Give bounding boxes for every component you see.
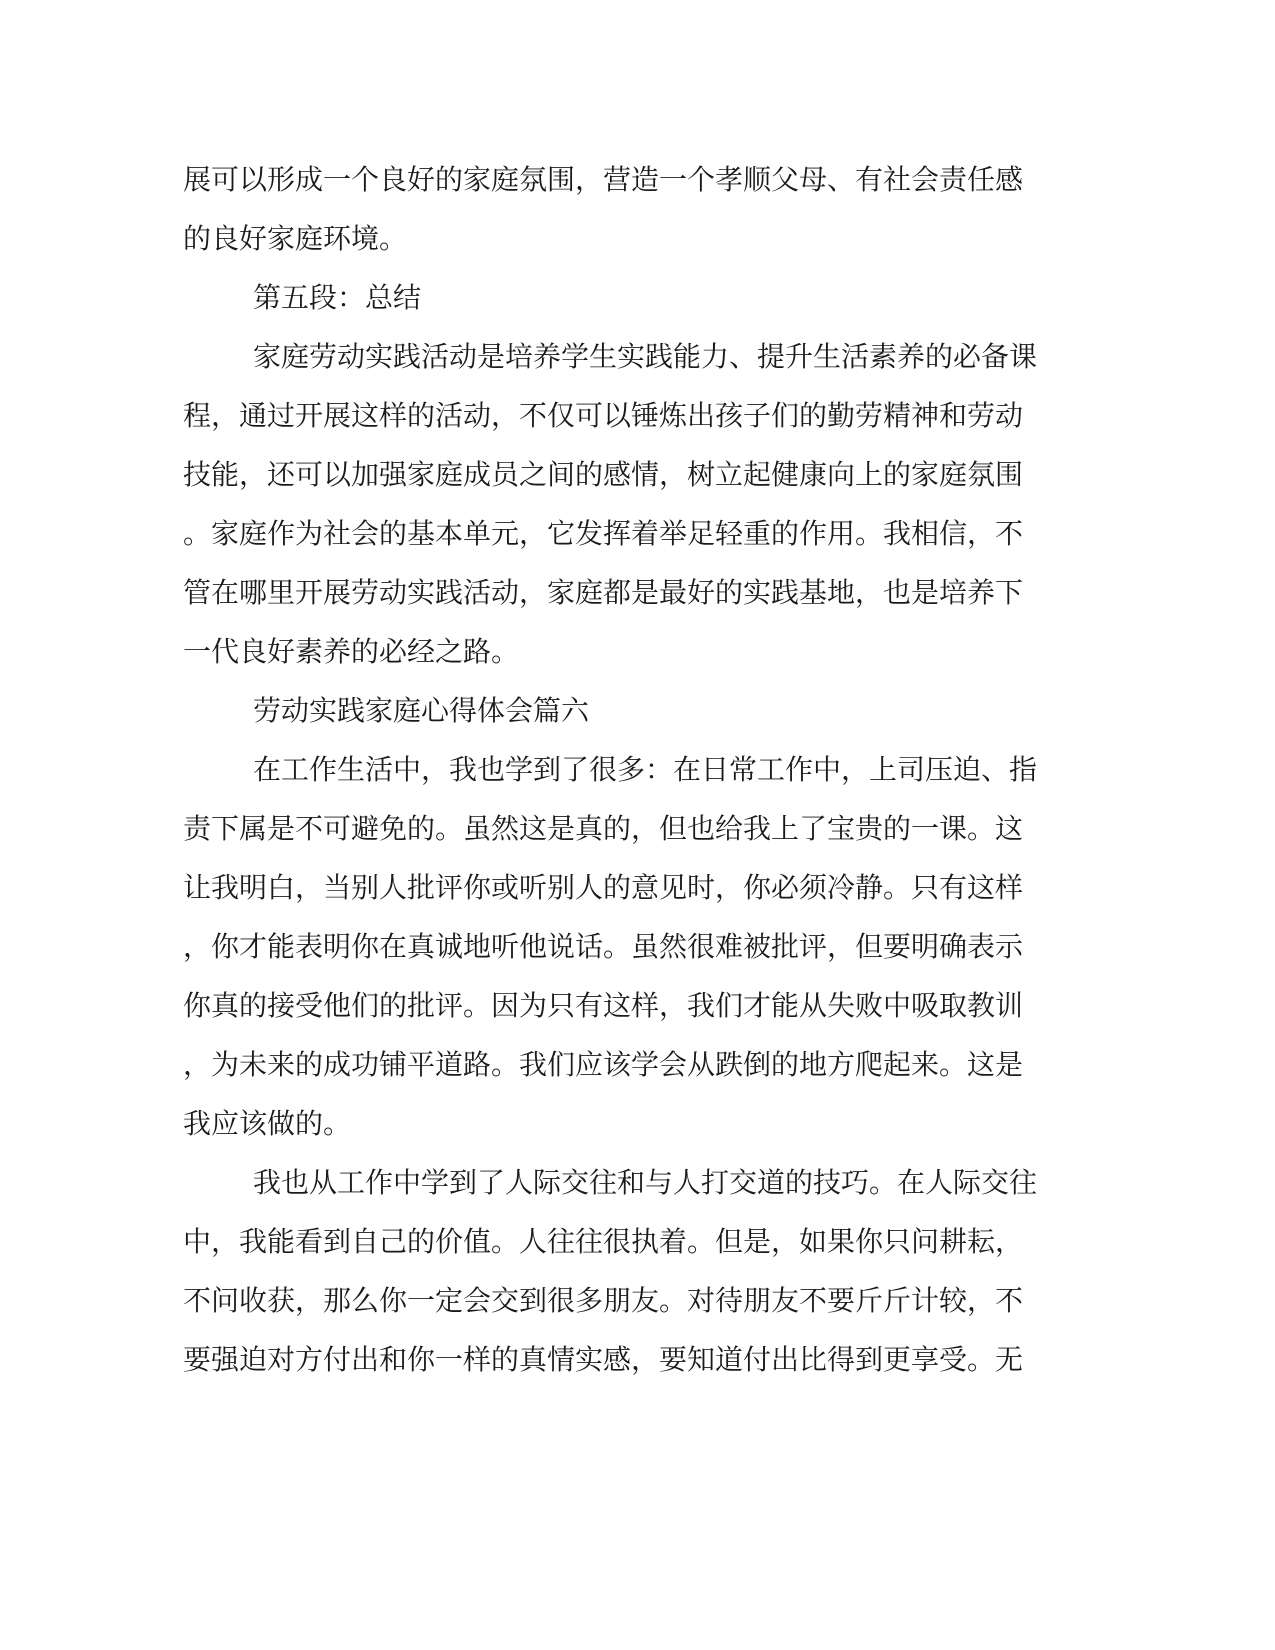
section-heading: 第五段：总结	[253, 281, 422, 314]
text-line: 家庭劳动实践活动是培养学生实践能力、提升生活素养的必备课	[253, 340, 1038, 373]
text-line: ，你才能表明你在真诚地听他说话。虽然很难被批评，但要明确表示	[183, 930, 1024, 963]
text-line: 在工作生活中，我也学到了很多：在日常工作中，上司压迫、指	[253, 753, 1038, 786]
text-line: 要强迫对方付出和你一样的真情实感，要知道付出比得到更享受。无	[183, 1343, 1024, 1376]
text-line: 展可以形成一个良好的家庭氛围，营造一个孝顺父母、有社会责任感	[183, 163, 1024, 196]
text-line: ，为未来的成功铺平道路。我们应该学会从跌倒的地方爬起来。这是	[183, 1048, 1024, 1081]
article-title: 劳动实践家庭心得体会篇六	[253, 694, 590, 727]
text-line: 我也从工作中学到了人际交往和与人打交道的技巧。在人际交往	[253, 1166, 1038, 1199]
text-line: 责下属是不可避免的。虽然这是真的，但也给我上了宝贵的一课。这	[183, 812, 1024, 845]
text-line: 我应该做的。	[183, 1107, 352, 1140]
text-line: 一代良好素养的必经之路。	[183, 635, 520, 668]
text-line: 不问收获，那么你一定会交到很多朋友。对待朋友不要斤斤计较，不	[183, 1284, 1024, 1317]
text-line: 。家庭作为社会的基本单元，它发挥着举足轻重的作用。我相信，不	[183, 517, 1024, 550]
text-line: 让我明白，当别人批评你或听别人的意见时，你必须冷静。只有这样	[183, 871, 1024, 904]
text-line: 你真的接受他们的批评。因为只有这样，我们才能从失败中吸取教训	[183, 989, 1024, 1022]
text-line: 管在哪里开展劳动实践活动，家庭都是最好的实践基地，也是培养下	[183, 576, 1024, 609]
text-line: 中，我能看到自己的价值。人往往很执着。但是，如果你只问耕耘，	[183, 1225, 1024, 1258]
text-line: 的良好家庭环境。	[183, 222, 408, 255]
text-line: 程，通过开展这样的活动，不仅可以锤炼出孩子们的勤劳精神和劳动	[183, 399, 1024, 432]
text-line: 技能，还可以加强家庭成员之间的感情，树立起健康向上的家庭氛围	[183, 458, 1024, 491]
